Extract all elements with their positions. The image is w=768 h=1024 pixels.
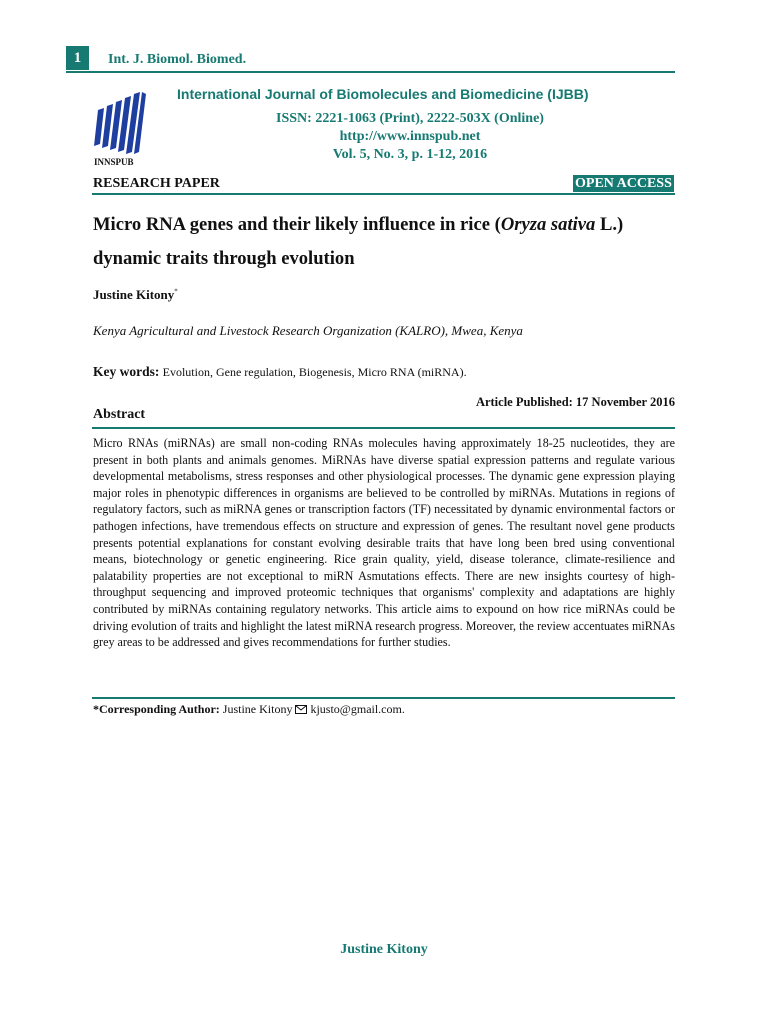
corresponding-label: *Corresponding Author:	[93, 702, 220, 716]
innspub-logo	[92, 88, 156, 168]
paper-type-divider	[92, 193, 675, 195]
paper-type-label: RESEARCH PAPER	[93, 176, 220, 191]
author-mark: *	[174, 287, 178, 296]
open-access-badge: OPEN ACCESS	[575, 176, 672, 191]
corresponding-name: Justine Kitony	[222, 702, 293, 716]
keywords	[93, 364, 467, 380]
page-number: 1	[66, 46, 89, 70]
keywords-text: Evolution, Gene regulation, Biogenesis, Micro RNA (miRNA).	[162, 365, 467, 379]
footer-author: Justine Kitony	[340, 942, 428, 957]
abstract-divider-top	[92, 427, 675, 429]
published-date: Article Published: 17 November 2016	[475, 395, 675, 409]
journal-title: International Journal of Biomolecules and Biomedicine (IJBB)	[177, 86, 589, 102]
volume-line: Vol. 5, No. 3, p. 1-12, 2016	[332, 147, 488, 162]
mail-icon	[295, 703, 307, 712]
corresponding-email[interactable]: kjusto@gmail.com.	[310, 702, 405, 716]
book-logo-icon	[92, 88, 156, 168]
affiliation: Kenya Agricultural and Livestock Research Organization (KALRO), Mwea, Kenya	[93, 323, 523, 338]
article-title	[93, 208, 678, 276]
title-part-2: L.) dynamic traits through evolution	[93, 214, 624, 269]
author-name	[93, 287, 178, 303]
title-part-1: Micro RNA genes and their likely influence in rice (	[93, 214, 501, 235]
keywords-label: Key words:	[93, 364, 160, 379]
logo-text: INNSPUB	[94, 157, 134, 167]
abstract-text: Micro RNAs (miRNAs) are small non-coding RNAs molecules having approximately 18-25 nucleotides, they are present in both plants and animals genomes. MiRNAs have diverse spatial expression patterns and regulate various developmental metabolisms, stress responses and other physiological processes. The dynamic gene expression playing major roles in phenotypic differences in organisms are believed to be controlled by miRNAs. Mutations in regions of regulatory factors, such as miRNA genes or transcription factors (TF) necessitated by dynamic environmental factors or pathogen infections, have tremendous effects on structure and expression of genes. The resultant novel gene products presents potential explanations for constant evolving desirable traits that have long been bred using conventional means, biotechnology or genetic engineering. Rice grain quality, yield, disease tolerance, climate-resilience and palatability properties are not exceptional to miRN Asmutations effects. There are new insights courtesy of high-throughput sequencing and improved proteomic techniques that organisms' complexity and adaptations are highly contributed by miRNAs containing regulatory networks. This article aims to expound on how rice miRNAs could be driving evolution of traits and highlight the latest miRNA research progress. Moreover, the review accentuates miRNAs grey areas to be addressed and gives recommendations for further studies.	[93, 436, 675, 650]
running-head: Int. J. Biomol. Biomed.	[108, 52, 247, 67]
author-text: Justine Kitony	[93, 287, 175, 302]
journal-url[interactable]: http://www.innspub.net	[339, 129, 481, 144]
header-divider	[66, 71, 675, 73]
issn-line: ISSN: 2221-1063 (Print), 2222-503X (Online)	[276, 111, 544, 126]
abstract-divider-bottom	[92, 697, 675, 699]
abstract-heading: Abstract	[93, 407, 146, 422]
title-species: Oryza sativa	[500, 214, 596, 235]
corresponding-author	[93, 702, 405, 717]
